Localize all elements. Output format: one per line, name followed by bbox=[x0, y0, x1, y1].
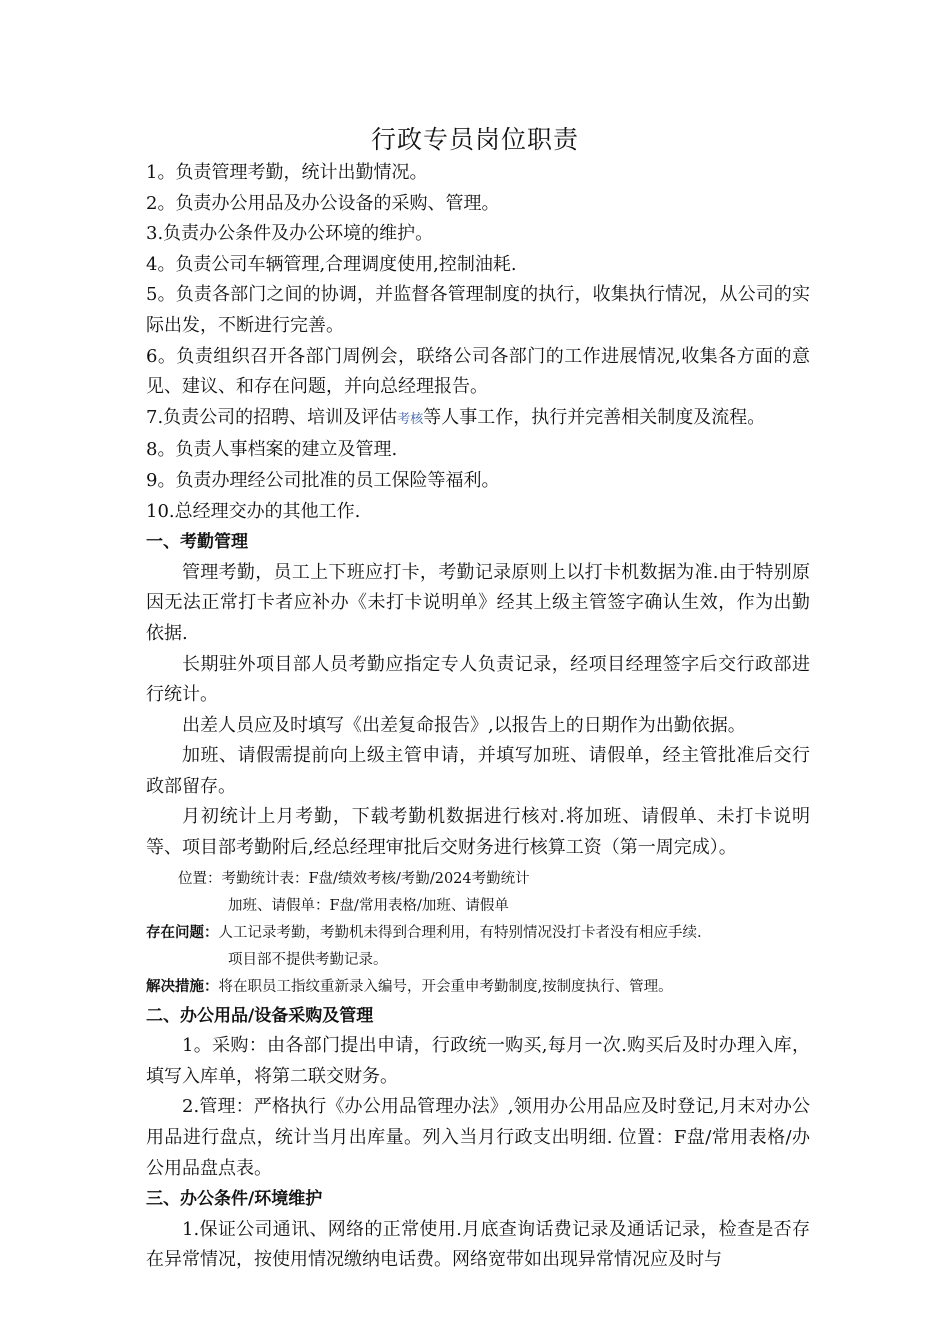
section-heading: 一、考勤管理 bbox=[146, 532, 248, 553]
duty-item bbox=[146, 403, 810, 436]
duty-item: 6。负责组织召开各部门周例会，联络公司各部门的工作进展情况,收集各方面的意见、建议、和存在问题，并向总经理报告。 bbox=[146, 345, 810, 398]
paragraph: 长期驻外项目部人员考勤应指定专人负责记录，经项目经理签字后交行政部进行统计。 bbox=[146, 653, 810, 706]
duty-text: 等人事工作，执行并完善相关制度及流程。 bbox=[423, 406, 766, 428]
inserted-word: 考核 bbox=[397, 411, 424, 427]
issue-note: 项目部不提供考勤记录。 bbox=[228, 951, 388, 968]
paragraph: 月初统计上月考勤，下载考勤机数据进行核对.将加班、请假单、未打卡说明等、项目部考勤附后,经总经理审批后交财务进行核算工资（第一周完成）。 bbox=[146, 806, 810, 859]
paragraph: 出差人员应及时填写《出差复命报告》,以报告上的日期作为出勤依据。 bbox=[182, 714, 746, 736]
solution-text: 将在职员工指纹重新录入编号，开会重申考勤制度,按制度执行、管理。 bbox=[218, 978, 673, 995]
section-heading: 三、办公条件/环境维护 bbox=[146, 1189, 323, 1210]
document-body bbox=[146, 158, 810, 1276]
page-title: 行政专员岗位职责 bbox=[370, 125, 579, 154]
duty-item: 2。负责办公用品及办公设备的采购、管理。 bbox=[146, 192, 500, 214]
location-note: 位置：考勤统计表：F盘/绩效考核/考勤/2024考勤统计 bbox=[178, 870, 530, 887]
paragraph: 1.保证公司通讯、网络的正常使用.月底查询话费记录及通话记录，检查是否存在异常情况，按使用情况缴纳电话费。网络宽带如出现异常情况应及时与 bbox=[146, 1218, 810, 1271]
duty-text: 7.负责公司的招聘、培训及评估 bbox=[146, 406, 398, 428]
solution-label: 解决措施： bbox=[146, 978, 219, 995]
solution-note bbox=[146, 974, 810, 1001]
duty-item: 1。负责管理考勤，统计出勤情况。 bbox=[146, 162, 428, 183]
duty-item: 5。负责各部门之间的协调，并监督各管理制度的执行，收集执行情况，从公司的实际出发，不断进行完善。 bbox=[146, 284, 810, 336]
issue-text: 人工记录考勤，考勤机未得到合理利用，有特别情况没打卡者没有相应手续. bbox=[218, 924, 702, 941]
paragraph: 2.管理：严格执行《办公用品管理办法》,领用办公用品应及时登记,月末对办公用品进行盘点，统计当月出库量。列入当月行政支出明细. 位置：F盘/常用表格/办公用品盘点表。 bbox=[146, 1096, 810, 1179]
duty-item: 4。负责公司车辆管理,合理调度使用,控制油耗. bbox=[146, 253, 517, 275]
paragraph: 加班、请假需提前向上级主管申请，并填写加班、请假单，经主管批准后交行政部留存。 bbox=[146, 745, 810, 797]
location-note: 加班、请假单：F盘/常用表格/加班、请假单 bbox=[228, 897, 509, 914]
issue-note bbox=[146, 920, 810, 947]
issue-label: 存在问题： bbox=[146, 924, 219, 941]
paragraph: 管理考勤，员工上下班应打卡，考勤记录原则上以打卡机数据为准.由于特别原因无法正常打卡者应补办《未打卡说明单》经其上级主管签字确认生效，作为出勤依据. bbox=[146, 561, 810, 644]
duty-item: 10.总经理交办的其他工作. bbox=[146, 500, 361, 522]
duty-item: 9。负责办理经公司批准的员工保险等福利。 bbox=[146, 469, 500, 491]
section-heading: 二、办公用品/设备采购及管理 bbox=[146, 1005, 374, 1026]
duty-item: 8。负责人事档案的建立及管理. bbox=[146, 439, 398, 461]
duty-item: 3.负责办公条件及办公环境的维护。 bbox=[146, 223, 434, 245]
paragraph: 1。采购：由各部门提出申请，行政统一购买,每月一次.购买后及时办理入库，填写入库单，将第二联交财务。 bbox=[146, 1035, 810, 1087]
